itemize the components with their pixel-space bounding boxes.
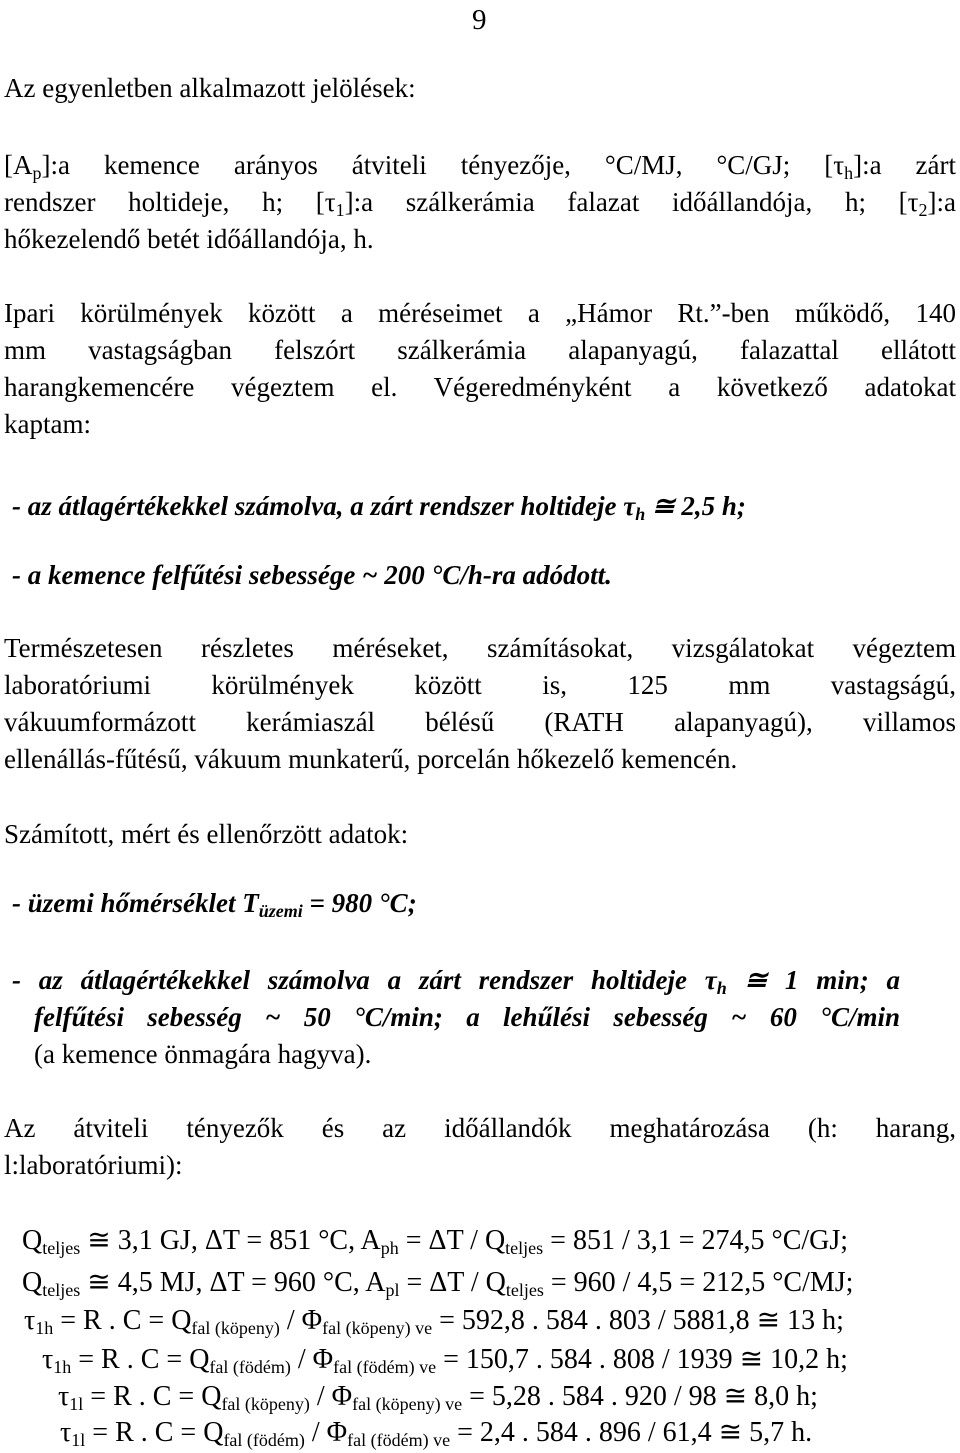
- equation-tau-1l-kopeny: $\tau_{1l} = R$ . $C = Q_{fal (köpeny)} / \Phi_{fal (köpeny) ve} = 5,28$ . 584 . 920 / 98 ≅ 8,0 h;: [58, 1381, 818, 1414]
- paragraph-line: l:laboratóriumi):: [4, 1150, 183, 1180]
- lab-paragraph: [4, 630, 956, 778]
- paragraph-line: Természetesen részletes méréseket, számításokat, vizsgálatokat végeztem: [4, 633, 956, 663]
- transfer-paragraph: [4, 1110, 956, 1184]
- definition-line: hőkezelendő betét időállandója, h.: [4, 224, 374, 254]
- definition-line: rendszer holtideje, h; $[\tau_1]:a$ szálkerámia falazat időállandója, h; $[\tau_2]:a$: [4, 187, 956, 220]
- industry-result-heating-rate: - a kemence felfűtési sebessége ~ 200 °C/h-ra adódott.: [12, 560, 612, 590]
- equation-tau-1l-fodem: $\tau_{1l} = R$ . $C = Q_{fal (födém)} / \Phi_{fal (födém) ve} = 2,4$ . 584 . 896 / 61,4 ≅ 5,7 h.: [60, 1417, 813, 1450]
- paragraph-line: vákuumformázott kerámiaszál bélésű (RATH alapanyagú), villamos: [4, 707, 956, 737]
- lab-results: [12, 962, 900, 1073]
- equation-tau-1h-fodem: $\tau_{1h} = R$ . $C = Q_{fal (födém)} / \Phi_{fal (födém) ve} = 150,7$ . 584 . 808 / 1939 ≅ 10,2 h;: [42, 1344, 848, 1377]
- page-number: 9: [472, 4, 487, 36]
- paragraph-line: mm vastagságban felszórt szálkerámia alapanyagú, falazattal ellátott: [4, 335, 956, 365]
- paragraph-line: harangkemencére végeztem el. Végeredményként a következő adatokat: [4, 372, 956, 402]
- notation-heading: Az egyenletben alkalmazott jelölések:: [4, 73, 416, 103]
- paragraph-line: kaptam:: [4, 409, 91, 439]
- paragraph-line: laboratóriumi körülmények között is, 125 mm vastagságú,: [4, 670, 956, 700]
- notation-definitions: [4, 147, 956, 258]
- equation-q-teljes-lab: $Q_{teljes}$ ≅ 4,5 MJ, ΔT = 960 °C, $A_{pl} = \Delta T / Q_{teljes} = 960 / 4,5 = 212,5$ °C/MJ;: [22, 1267, 854, 1300]
- lab-result-rates: felfűtési sebesség ~ 50 °C/min; a lehűlési sebesség ~ 60 °C/min: [34, 1002, 900, 1032]
- paragraph-line: Az átviteli tényezők és az időállandók meghatározása (h: harang,: [4, 1113, 956, 1143]
- definition-line: $[A_p]:a$ kemence arányos átviteli tényezője, °C/MJ, °C/GJ; $[\tau_h]:a$ zárt: [4, 150, 957, 183]
- equation-q-teljes-harang: $Q_{teljes}$ ≅ 3,1 GJ, ΔT = 851 °C, $A_{ph} = \Delta T / Q_{teljes} = 851 / 3,1 = 274,5$ °C/GJ;: [22, 1225, 849, 1258]
- industry-paragraph: [4, 295, 956, 443]
- calc-heading: Számított, mért és ellenőrzött adatok:: [4, 819, 409, 849]
- paragraph-line: Ipari körülmények között a méréseimet a „Hámor Rt.”-ben működő, 140: [4, 298, 956, 328]
- lab-result-deadtime: - az átlagértékekkel számolva a zárt rendszer holtideje $\tau_h$ ≅ 1 min; a: [12, 965, 900, 998]
- industry-result-deadtime: - az átlagértékekkel számolva, a zárt rendszer holtideje $\tau_h$ ≅ 2,5 h;: [12, 491, 746, 524]
- lab-result-note: (a kemence önmagára hagyva).: [34, 1039, 372, 1069]
- lab-result-temperature: - üzemi hőmérséklet $T_{üzemi} = 980$ °C;: [12, 888, 417, 921]
- equation-tau-1h-kopeny: $\tau_{1h} = R$ . $C = Q_{fal (köpeny)} / \Phi_{fal (köpeny) ve} = 592,8$ . 584 . 803 / 5881,8 ≅ 13 h;: [24, 1305, 844, 1338]
- paragraph-line: ellenállás-fűtésű, vákuum munkaterű, porcelán hőkezelő kemencén.: [4, 744, 738, 774]
